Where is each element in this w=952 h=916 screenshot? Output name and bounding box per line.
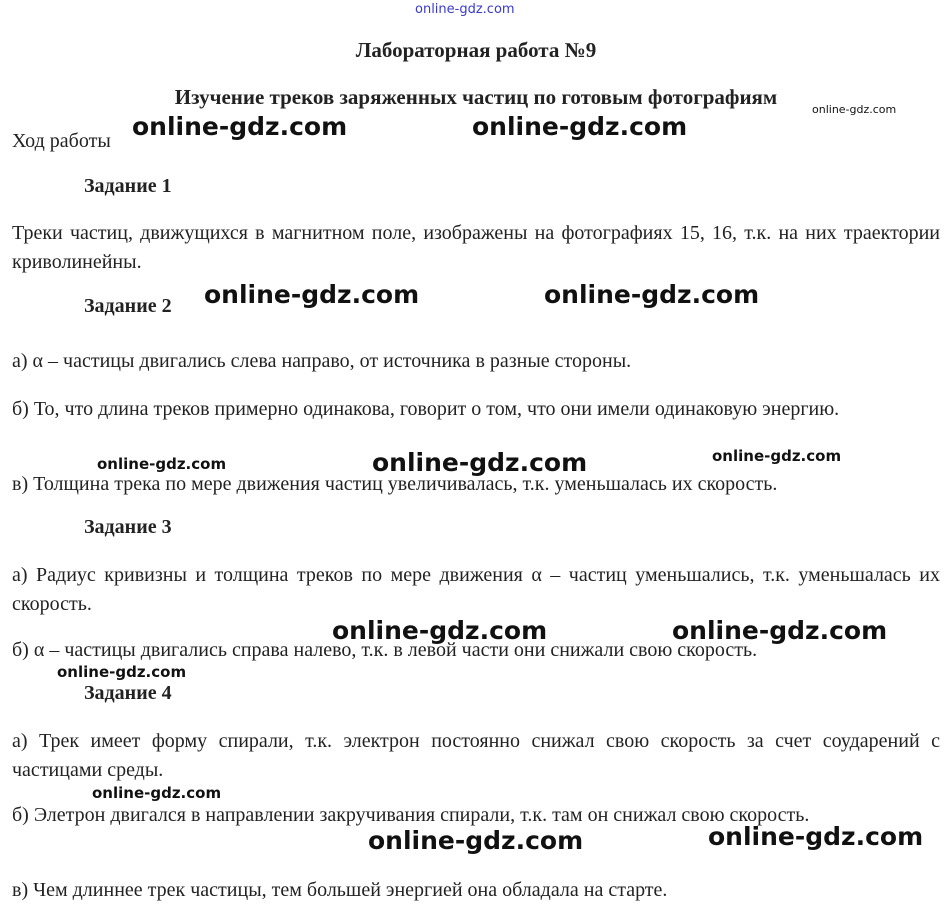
task2-a: а) α – частицы двигались слева направо, от источника в разные стороны. bbox=[12, 350, 632, 372]
watermark: online-gdz.com bbox=[57, 663, 187, 681]
task4-a: а) Трек имеет форму спирали, т.к. электрон постоянно снижал свою скорость за счет соударений с частицами среды. bbox=[12, 730, 940, 781]
task3-a: а) Радиус кривизны и толщина треков по мере движения α – частиц уменьшались, т.к. уменьшалась их скорость. bbox=[12, 564, 940, 615]
task2-c: в) Толщина трека по мере движения частиц увеличивалась, т.к. уменьшалась их скорость. bbox=[12, 473, 778, 495]
watermark: online-gdz.com bbox=[97, 455, 227, 473]
watermark: online-gdz.com bbox=[708, 822, 924, 851]
document-title: Лабораторная работа №9 bbox=[355, 38, 597, 62]
watermark: online-gdz.com bbox=[372, 448, 588, 477]
watermark: online-gdz.com bbox=[544, 280, 760, 309]
watermark: online-gdz.com bbox=[368, 826, 584, 855]
watermark: online-gdz.com bbox=[472, 112, 688, 141]
watermark: online-gdz.com bbox=[92, 784, 222, 802]
watermark: online-gdz.com bbox=[132, 112, 348, 141]
watermark: online-gdz.com bbox=[672, 616, 888, 645]
watermark: online-gdz.com bbox=[332, 616, 548, 645]
task2-b: б) То, что длина треков примерно одинакова, говорит о том, что они имели одинаковую энергию. bbox=[12, 398, 840, 420]
task1-text: Треки частиц, движущихся в магнитном поле, изображены на фотографиях 15, 16, т.к. на них траектории криволинейны. bbox=[12, 222, 940, 273]
document-subtitle: Изучение треков заряженных частиц по готовым фотографиям bbox=[174, 85, 778, 109]
task4-b: б) Элетрон двигался в направлении закручивания спирали, т.к. там он снижал свою скорость. bbox=[12, 804, 810, 826]
watermark: online-gdz.com bbox=[712, 447, 842, 465]
task4-heading: Задание 4 bbox=[84, 682, 172, 704]
task4-c: в) Чем длиннее трек частицы, тем большей энергией она обладала на старте. bbox=[12, 879, 668, 901]
watermark: online-gdz.com bbox=[812, 103, 897, 116]
intro-text: Ход работы bbox=[12, 130, 111, 152]
task3-heading: Задание 3 bbox=[84, 516, 172, 538]
task2-heading: Задание 2 bbox=[84, 295, 172, 317]
watermark-top: online-gdz.com bbox=[415, 2, 515, 17]
task1-heading: Задание 1 bbox=[84, 175, 172, 197]
task3-b: б) α – частицы двигались справа налево, т.к. в левой части они снижали свою скорость. bbox=[12, 639, 758, 661]
watermark: online-gdz.com bbox=[204, 280, 420, 309]
